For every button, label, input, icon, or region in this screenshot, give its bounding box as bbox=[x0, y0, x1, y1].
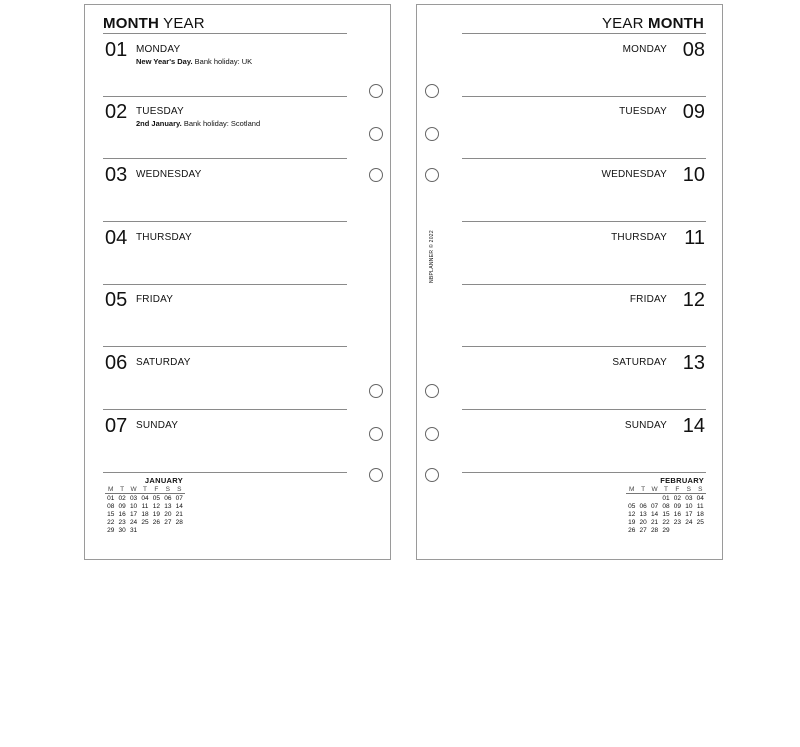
day-note bbox=[136, 119, 260, 128]
day-number: 05 bbox=[105, 289, 128, 311]
day-name: FRIDAY bbox=[629, 294, 667, 305]
calendar-date[interactable]: 13 bbox=[164, 503, 172, 510]
note-text: Bank holiday: Scotland bbox=[183, 119, 261, 128]
weekday-label: M bbox=[629, 486, 635, 493]
mini-calendar-weekdays bbox=[105, 486, 185, 494]
calendar-date[interactable]: 09 bbox=[118, 503, 126, 510]
punch-hole bbox=[369, 84, 383, 98]
calendar-date[interactable]: 08 bbox=[107, 503, 115, 510]
day-row[interactable] bbox=[105, 290, 355, 330]
calendar-date[interactable]: 07 bbox=[650, 503, 659, 510]
day-note bbox=[136, 57, 252, 66]
day-name: THURSDAY bbox=[611, 232, 667, 243]
day-row[interactable] bbox=[455, 102, 705, 142]
calendar-date[interactable]: 22 bbox=[662, 519, 670, 526]
calendar-date[interactable]: 01 bbox=[107, 495, 115, 502]
day-row[interactable] bbox=[455, 228, 705, 268]
calendar-date bbox=[649, 495, 660, 503]
calendar-date[interactable]: 30 bbox=[118, 527, 126, 534]
calendar-date[interactable]: 18 bbox=[141, 511, 149, 518]
day-row[interactable] bbox=[455, 40, 705, 80]
day-row[interactable] bbox=[455, 165, 705, 205]
calendar-date[interactable]: 28 bbox=[650, 527, 659, 534]
punch-hole bbox=[425, 84, 439, 98]
calendar-date[interactable]: 26 bbox=[152, 519, 161, 526]
day-name: MONDAY bbox=[136, 44, 181, 55]
calendar-date[interactable]: 01 bbox=[662, 495, 670, 502]
calendar-date[interactable]: 04 bbox=[141, 495, 149, 502]
divider bbox=[462, 346, 706, 347]
right-page-header bbox=[602, 15, 704, 32]
day-name: SUNDAY bbox=[624, 420, 667, 431]
day-name: THURSDAY bbox=[136, 232, 192, 243]
day-name: TUESDAY bbox=[619, 106, 667, 117]
calendar-date[interactable]: 03 bbox=[129, 495, 138, 502]
calendar-date[interactable]: 06 bbox=[639, 503, 647, 510]
calendar-date bbox=[139, 527, 150, 535]
calendar-date[interactable]: 16 bbox=[118, 511, 126, 518]
divider bbox=[103, 33, 347, 34]
mini-calendar-february bbox=[626, 476, 706, 535]
day-name: FRIDAY bbox=[136, 294, 174, 305]
divider bbox=[103, 158, 347, 159]
calendar-date[interactable]: 28 bbox=[175, 519, 183, 526]
divider bbox=[103, 409, 347, 410]
calendar-date[interactable]: 15 bbox=[107, 511, 115, 518]
punch-hole bbox=[425, 127, 439, 141]
calendar-date[interactable]: 09 bbox=[673, 503, 682, 510]
day-number: 02 bbox=[105, 101, 128, 123]
calendar-date[interactable]: 12 bbox=[152, 503, 161, 510]
divider bbox=[462, 409, 706, 410]
calendar-date[interactable]: 10 bbox=[129, 503, 138, 510]
day-row[interactable] bbox=[105, 165, 355, 205]
weekday-label: W bbox=[130, 486, 137, 493]
calendar-date bbox=[162, 527, 173, 535]
day-row[interactable] bbox=[105, 228, 355, 268]
calendar-date bbox=[683, 527, 694, 535]
calendar-date[interactable]: 02 bbox=[673, 495, 682, 502]
divider bbox=[103, 472, 347, 473]
mini-calendar-january bbox=[105, 476, 185, 535]
day-row[interactable] bbox=[105, 40, 355, 80]
divider bbox=[462, 472, 706, 473]
calendar-date[interactable]: 03 bbox=[685, 495, 693, 502]
calendar-date[interactable]: 23 bbox=[118, 519, 126, 526]
day-number: 11 bbox=[684, 227, 705, 249]
calendar-date[interactable]: 16 bbox=[673, 511, 682, 518]
divider bbox=[462, 284, 706, 285]
punch-hole bbox=[369, 427, 383, 441]
calendar-date[interactable]: 14 bbox=[650, 511, 659, 518]
header-year: YEAR bbox=[601, 15, 644, 32]
weekday-label: S bbox=[698, 486, 703, 493]
weekday-label: S bbox=[165, 486, 171, 493]
weekday-label: S bbox=[177, 486, 182, 493]
day-row[interactable] bbox=[105, 416, 355, 456]
calendar-date[interactable]: 11 bbox=[696, 503, 704, 510]
calendar-date bbox=[151, 527, 162, 535]
calendar-date[interactable]: 17 bbox=[129, 511, 138, 518]
divider bbox=[462, 158, 706, 159]
mini-calendar-grid bbox=[626, 495, 706, 535]
calendar-date[interactable]: 25 bbox=[696, 519, 704, 526]
calendar-date[interactable]: 06 bbox=[164, 495, 172, 502]
calendar-date[interactable]: 08 bbox=[662, 503, 670, 510]
day-name: SATURDAY bbox=[612, 357, 667, 368]
calendar-date[interactable]: 17 bbox=[685, 511, 693, 518]
day-number: 04 bbox=[105, 227, 128, 249]
brand-mark: NBPLANNER © 2022 bbox=[429, 230, 435, 283]
punch-hole bbox=[425, 384, 439, 398]
header-month: MONTH bbox=[648, 15, 704, 32]
calendar-date[interactable]: 19 bbox=[628, 519, 636, 526]
weekday-label: M bbox=[108, 486, 114, 493]
calendar-date[interactable]: 29 bbox=[107, 527, 115, 534]
weekday-label: F bbox=[154, 486, 159, 493]
header-year: YEAR bbox=[163, 15, 205, 32]
calendar-date[interactable]: 23 bbox=[673, 519, 682, 526]
day-number: 14 bbox=[682, 415, 705, 437]
weekday-label: T bbox=[120, 486, 125, 493]
day-number: 07 bbox=[105, 415, 128, 437]
divider bbox=[103, 96, 347, 97]
left-page-header bbox=[103, 15, 205, 32]
calendar-date[interactable]: 05 bbox=[628, 503, 636, 510]
divider bbox=[462, 33, 706, 34]
punch-hole bbox=[425, 168, 439, 182]
calendar-date[interactable]: 19 bbox=[152, 511, 161, 518]
calendar-date[interactable]: 24 bbox=[129, 519, 138, 526]
day-row[interactable] bbox=[455, 290, 705, 330]
right-planner-page bbox=[416, 4, 723, 560]
calendar-date bbox=[626, 495, 637, 503]
day-number: 03 bbox=[105, 164, 128, 186]
punch-hole bbox=[369, 168, 383, 182]
punch-hole bbox=[425, 468, 439, 482]
divider bbox=[462, 96, 706, 97]
calendar-date[interactable]: 04 bbox=[696, 495, 704, 502]
divider bbox=[103, 284, 347, 285]
note-title: 2nd January. bbox=[136, 119, 182, 128]
calendar-date[interactable]: 18 bbox=[696, 511, 704, 518]
mini-calendar-title: JANUARY bbox=[144, 476, 183, 485]
weekday-label: T bbox=[143, 486, 147, 493]
calendar-date bbox=[695, 527, 706, 535]
weekday-label: T bbox=[664, 486, 668, 493]
calendar-date[interactable]: 21 bbox=[175, 511, 183, 518]
day-name: SUNDAY bbox=[136, 420, 179, 431]
weekday-label: T bbox=[641, 486, 646, 493]
divider bbox=[103, 346, 347, 347]
punch-hole bbox=[369, 384, 383, 398]
day-name: MONDAY bbox=[622, 44, 667, 55]
calendar-date[interactable]: 20 bbox=[164, 511, 172, 518]
header-month: MONTH bbox=[103, 15, 159, 32]
day-number: 10 bbox=[682, 164, 705, 186]
calendar-date[interactable]: 12 bbox=[628, 511, 636, 518]
calendar-date[interactable]: 21 bbox=[650, 519, 659, 526]
calendar-date[interactable]: 14 bbox=[175, 503, 183, 510]
day-number: 08 bbox=[682, 39, 705, 61]
day-number: 01 bbox=[105, 39, 128, 61]
day-number: 12 bbox=[682, 289, 705, 311]
calendar-date bbox=[174, 527, 185, 535]
punch-hole bbox=[369, 127, 383, 141]
day-row[interactable] bbox=[455, 416, 705, 456]
mini-calendar-grid bbox=[105, 495, 185, 535]
calendar-date[interactable]: 13 bbox=[639, 511, 647, 518]
calendar-date[interactable]: 25 bbox=[141, 519, 149, 526]
weekday-label: F bbox=[675, 486, 680, 493]
day-number: 06 bbox=[105, 352, 128, 374]
punch-hole bbox=[425, 427, 439, 441]
calendar-date[interactable]: 27 bbox=[639, 527, 647, 534]
day-row[interactable] bbox=[105, 353, 355, 393]
left-planner-page bbox=[84, 4, 391, 560]
day-name: SATURDAY bbox=[136, 357, 191, 368]
mini-calendar-weekdays bbox=[626, 486, 706, 494]
calendar-date[interactable]: 10 bbox=[685, 503, 693, 510]
mini-calendar-title: FEBRUARY bbox=[660, 476, 704, 485]
calendar-date[interactable]: 26 bbox=[628, 527, 636, 534]
weekday-label: W bbox=[651, 486, 658, 493]
calendar-date[interactable]: 05 bbox=[152, 495, 161, 502]
day-name: TUESDAY bbox=[136, 106, 184, 117]
day-number: 09 bbox=[682, 101, 705, 123]
calendar-date[interactable]: 20 bbox=[639, 519, 647, 526]
calendar-date[interactable]: 02 bbox=[118, 495, 126, 502]
calendar-date[interactable]: 31 bbox=[129, 527, 138, 534]
calendar-date[interactable]: 27 bbox=[164, 519, 172, 526]
day-name: WEDNESDAY bbox=[136, 169, 202, 180]
calendar-date bbox=[672, 527, 683, 535]
calendar-date[interactable]: 22 bbox=[107, 519, 115, 526]
calendar-date[interactable]: 29 bbox=[662, 527, 670, 534]
day-row[interactable] bbox=[455, 353, 705, 393]
calendar-date[interactable]: 11 bbox=[141, 503, 149, 510]
divider bbox=[103, 221, 347, 222]
calendar-date bbox=[637, 495, 648, 503]
day-name: WEDNESDAY bbox=[601, 169, 667, 180]
calendar-date[interactable]: 24 bbox=[685, 519, 693, 526]
day-row[interactable] bbox=[105, 102, 355, 142]
calendar-date[interactable]: 07 bbox=[175, 495, 183, 502]
punch-hole bbox=[369, 468, 383, 482]
weekday-label: S bbox=[686, 486, 692, 493]
calendar-date[interactable]: 15 bbox=[662, 511, 670, 518]
day-number: 13 bbox=[682, 352, 705, 374]
note-title: New Year's Day. bbox=[136, 57, 193, 66]
note-text: Bank holiday: UK bbox=[194, 57, 253, 66]
divider bbox=[462, 221, 706, 222]
